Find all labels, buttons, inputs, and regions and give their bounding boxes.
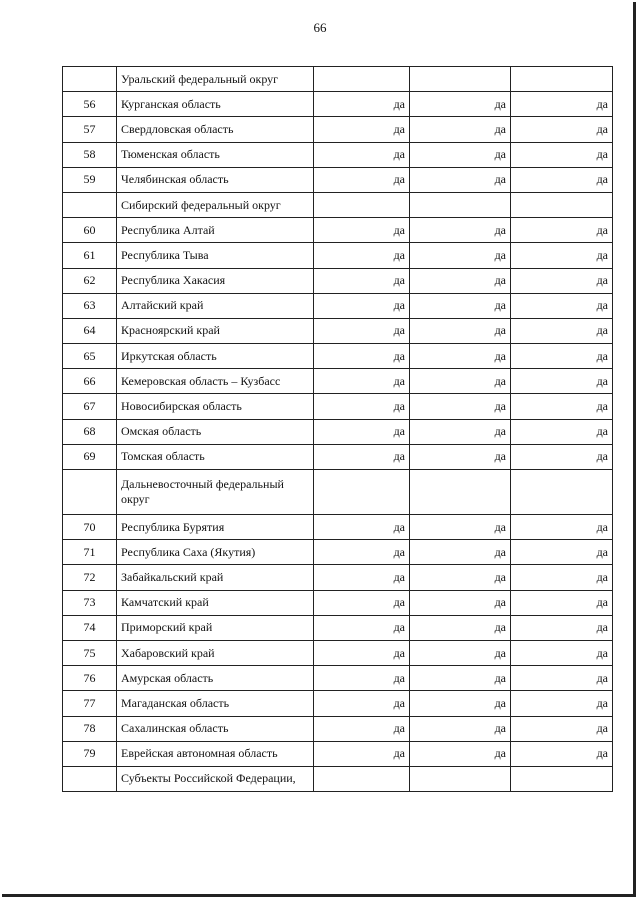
value-col-1: да [314, 716, 410, 741]
value-col-1: да [314, 419, 410, 444]
value-col-2: да [410, 640, 511, 665]
row-number: 69 [63, 444, 117, 469]
table-row [63, 444, 613, 469]
region-name: Тюменская область [117, 142, 314, 167]
value-cell [314, 470, 410, 515]
table-row [63, 741, 613, 766]
table-row [63, 318, 613, 343]
row-number-cell [63, 766, 117, 791]
value-col-2: да [410, 540, 511, 565]
value-col-3: да [511, 565, 613, 590]
value-col-3: да [511, 117, 613, 142]
value-col-3: да [511, 590, 613, 615]
table-row [63, 419, 613, 444]
table-row [63, 268, 613, 293]
value-cell [314, 766, 410, 791]
region-name: Томская область [117, 444, 314, 469]
region-name: Омская область [117, 419, 314, 444]
regions-table-body [63, 67, 613, 792]
row-number: 65 [63, 344, 117, 369]
row-number: 70 [63, 515, 117, 540]
district-row [63, 766, 613, 791]
region-name: Приморский край [117, 615, 314, 640]
value-col-1: да [314, 344, 410, 369]
value-col-1: да [314, 515, 410, 540]
value-col-1: да [314, 741, 410, 766]
value-col-1: да [314, 268, 410, 293]
row-number: 64 [63, 318, 117, 343]
row-number: 71 [63, 540, 117, 565]
table-row [63, 515, 613, 540]
row-number: 72 [63, 565, 117, 590]
table-row [63, 142, 613, 167]
row-number: 57 [63, 117, 117, 142]
row-number: 68 [63, 419, 117, 444]
table-row [63, 615, 613, 640]
value-col-3: да [511, 666, 613, 691]
region-name: Амурская область [117, 666, 314, 691]
row-number: 62 [63, 268, 117, 293]
table-row [63, 293, 613, 318]
value-col-1: да [314, 117, 410, 142]
region-name: Республика Алтай [117, 218, 314, 243]
district-row [63, 192, 613, 217]
region-name: Алтайский край [117, 293, 314, 318]
value-col-3: да [511, 268, 613, 293]
value-col-3: да [511, 243, 613, 268]
value-cell [511, 67, 613, 92]
value-col-2: да [410, 590, 511, 615]
value-col-3: да [511, 540, 613, 565]
regions-table [62, 66, 613, 792]
table-row [63, 394, 613, 419]
region-name: Магаданская область [117, 691, 314, 716]
region-name: Курганская область [117, 92, 314, 117]
table-row [63, 369, 613, 394]
table-row [63, 666, 613, 691]
value-col-3: да [511, 344, 613, 369]
row-number: 61 [63, 243, 117, 268]
value-col-2: да [410, 218, 511, 243]
value-col-3: да [511, 515, 613, 540]
value-cell [410, 67, 511, 92]
region-name: Кемеровская область – Кузбасс [117, 369, 314, 394]
value-col-1: да [314, 640, 410, 665]
table-row [63, 167, 613, 192]
value-col-1: да [314, 218, 410, 243]
region-name: Сахалинская область [117, 716, 314, 741]
row-number: 60 [63, 218, 117, 243]
row-number: 56 [63, 92, 117, 117]
value-col-2: да [410, 394, 511, 419]
value-col-1: да [314, 615, 410, 640]
value-col-3: да [511, 218, 613, 243]
region-name: Еврейская автономная область [117, 741, 314, 766]
table-row [63, 218, 613, 243]
region-name: Красноярский край [117, 318, 314, 343]
value-col-2: да [410, 167, 511, 192]
value-col-1: да [314, 293, 410, 318]
page-number: 66 [313, 20, 327, 35]
region-name: Новосибирская область [117, 394, 314, 419]
row-number: 79 [63, 741, 117, 766]
value-cell [410, 192, 511, 217]
table-row [63, 640, 613, 665]
value-col-1: да [314, 444, 410, 469]
region-name: Хабаровский край [117, 640, 314, 665]
value-cell [511, 470, 613, 515]
value-col-3: да [511, 716, 613, 741]
region-name: Иркутская область [117, 344, 314, 369]
value-col-2: да [410, 268, 511, 293]
district-label: Субъекты Российской Федерации, [117, 766, 314, 791]
value-col-1: да [314, 590, 410, 615]
value-col-2: да [410, 716, 511, 741]
value-col-2: да [410, 92, 511, 117]
row-number: 77 [63, 691, 117, 716]
value-col-1: да [314, 565, 410, 590]
value-col-2: да [410, 565, 511, 590]
row-number: 73 [63, 590, 117, 615]
row-number: 66 [63, 369, 117, 394]
value-col-3: да [511, 142, 613, 167]
value-col-1: да [314, 691, 410, 716]
table-row [63, 590, 613, 615]
district-row [63, 67, 613, 92]
value-col-3: да [511, 419, 613, 444]
table-row [63, 344, 613, 369]
table-row [63, 565, 613, 590]
value-col-3: да [511, 369, 613, 394]
district-label: Уральский федеральный округ [117, 67, 314, 92]
value-col-1: да [314, 394, 410, 419]
value-col-2: да [410, 369, 511, 394]
value-col-3: да [511, 394, 613, 419]
value-col-3: да [511, 741, 613, 766]
region-name: Республика Тыва [117, 243, 314, 268]
row-number: 63 [63, 293, 117, 318]
region-name: Челябинская область [117, 167, 314, 192]
value-col-3: да [511, 444, 613, 469]
row-number-cell [63, 192, 117, 217]
table-row [63, 92, 613, 117]
table-row [63, 117, 613, 142]
value-col-2: да [410, 515, 511, 540]
district-label: Сибирский федеральный округ [117, 192, 314, 217]
row-number-cell [63, 470, 117, 515]
table-row [63, 691, 613, 716]
value-cell [410, 470, 511, 515]
value-col-3: да [511, 640, 613, 665]
value-col-2: да [410, 691, 511, 716]
row-number: 75 [63, 640, 117, 665]
region-name: Республика Хакасия [117, 268, 314, 293]
value-col-2: да [410, 419, 511, 444]
value-cell [410, 766, 511, 791]
value-col-3: да [511, 293, 613, 318]
value-col-2: да [410, 318, 511, 343]
value-col-2: да [410, 243, 511, 268]
value-col-3: да [511, 615, 613, 640]
value-col-1: да [314, 666, 410, 691]
value-cell [511, 766, 613, 791]
value-col-1: да [314, 243, 410, 268]
value-col-2: да [410, 666, 511, 691]
district-row [63, 470, 613, 515]
region-name: Камчатский край [117, 590, 314, 615]
value-col-3: да [511, 691, 613, 716]
table-row [63, 540, 613, 565]
value-col-3: да [511, 167, 613, 192]
value-col-1: да [314, 318, 410, 343]
value-cell [314, 67, 410, 92]
row-number: 76 [63, 666, 117, 691]
value-col-2: да [410, 344, 511, 369]
region-name: Республика Саха (Якутия) [117, 540, 314, 565]
value-col-1: да [314, 92, 410, 117]
value-col-2: да [410, 293, 511, 318]
value-col-2: да [410, 741, 511, 766]
row-number: 59 [63, 167, 117, 192]
value-col-1: да [314, 540, 410, 565]
value-col-3: да [511, 318, 613, 343]
row-number: 74 [63, 615, 117, 640]
value-col-2: да [410, 117, 511, 142]
table-row [63, 716, 613, 741]
value-col-1: да [314, 369, 410, 394]
value-col-1: да [314, 167, 410, 192]
value-col-2: да [410, 444, 511, 469]
value-col-3: да [511, 92, 613, 117]
table-row [63, 243, 613, 268]
value-col-2: да [410, 142, 511, 167]
value-col-1: да [314, 142, 410, 167]
value-cell [314, 192, 410, 217]
value-col-2: да [410, 615, 511, 640]
row-number: 78 [63, 716, 117, 741]
row-number: 58 [63, 142, 117, 167]
row-number-cell [63, 67, 117, 92]
region-name: Свердловская область [117, 117, 314, 142]
region-name: Республика Бурятия [117, 515, 314, 540]
region-name: Забайкальский край [117, 565, 314, 590]
row-number: 67 [63, 394, 117, 419]
value-cell [511, 192, 613, 217]
district-label: Дальневосточный федеральный округ [117, 470, 314, 515]
